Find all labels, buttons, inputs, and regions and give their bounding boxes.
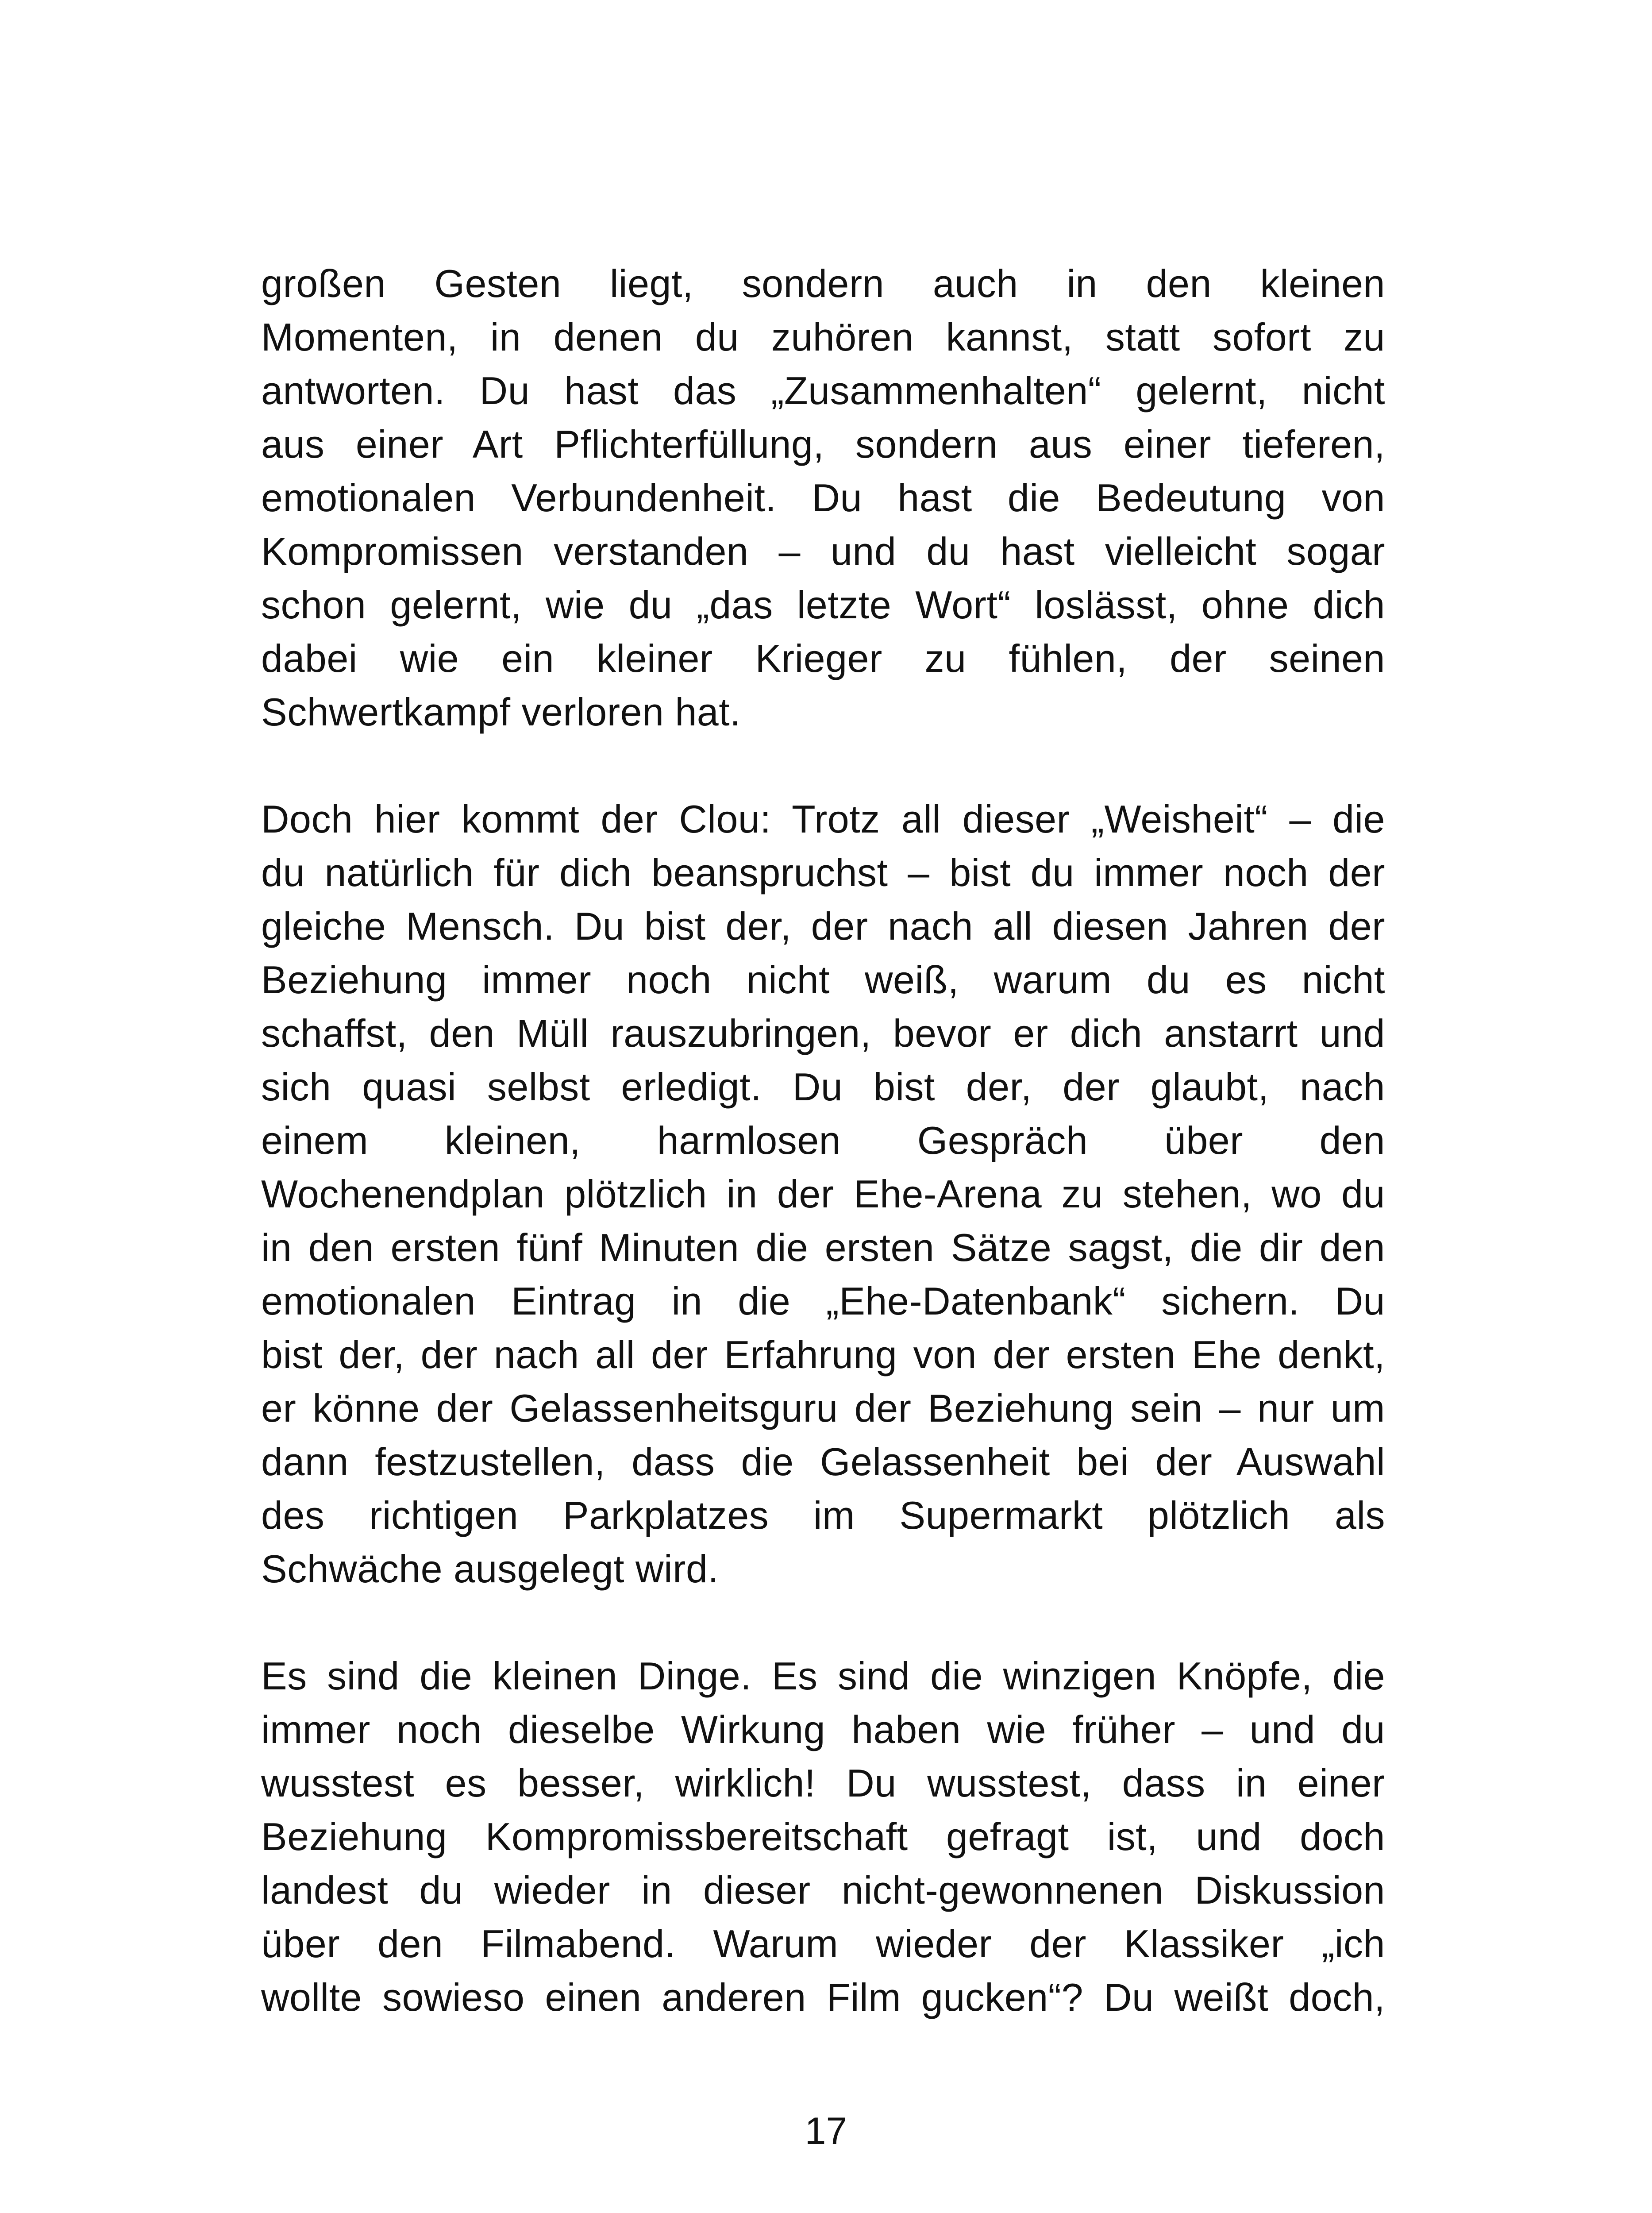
text-line: er könne der Gelassenheitsguru der Beziehung sein – nur um <box>261 1386 1385 1430</box>
paragraph-3 <box>261 1649 1385 2024</box>
text-line: Es sind die kleinen Dinge. Es sind die winzigen Knöpfe, die <box>261 1654 1385 1698</box>
text-line: bist der, der nach all der Erfahrung von der ersten Ehe denkt, <box>261 1333 1385 1376</box>
text-line: sich quasi selbst erledigt. Du bist der, der glaubt, nach <box>261 1065 1385 1109</box>
text-line: gleiche Mensch. Du bist der, der nach all diesen Jahren der <box>261 904 1385 948</box>
text-line: emotionalen Eintrag in die „Ehe-Datenbank“ sichern. Du <box>261 1279 1385 1323</box>
page-number: 17 <box>805 2110 847 2152</box>
text-line: Momenten, in denen du zuhören kannst, statt sofort zu <box>261 315 1385 359</box>
text-line: einem kleinen, harmlosen Gespräch über den <box>261 1118 1385 1162</box>
text-line: Beziehung immer noch nicht weiß, warum du es nicht <box>261 958 1385 1002</box>
text-line: aus einer Art Pflichterfüllung, sondern aus einer tieferen, <box>261 422 1385 466</box>
text-line: über den Filmabend. Warum wieder der Klassiker „ich <box>261 1922 1385 1966</box>
text-line: dann festzustellen, dass die Gelassenheit bei der Auswahl <box>261 1440 1385 1484</box>
text-line: schaffst, den Müll rauszubringen, bevor er dich anstarrt und <box>261 1011 1385 1055</box>
text-line: landest du wieder in dieser nicht-gewonnenen Diskussion <box>261 1868 1385 1912</box>
text-line: wollte sowieso einen anderen Film gucken“? Du weißt doch, <box>261 1975 1385 2019</box>
text-line: Schwertkampf verloren hat. <box>261 690 741 734</box>
text-line: Wochenendplan plötzlich in der Ehe-Arena zu stehen, wo du <box>261 1172 1385 1216</box>
paragraph-1 <box>261 257 1385 739</box>
text-line: du natürlich für dich beanspruchst – bist du immer noch der <box>261 851 1385 894</box>
text-line: in den ersten fünf Minuten die ersten Sätze sagst, die dir den <box>261 1226 1385 1269</box>
text-line: wusstest es besser, wirklich! Du wusstest, dass in einer <box>261 1761 1385 1805</box>
text-line: immer noch dieselbe Wirkung haben wie früher – und du <box>261 1708 1385 1751</box>
text-line: Kompromissen verstanden – und du hast vielleicht sogar <box>261 529 1385 573</box>
text-line: großen Gesten liegt, sondern auch in den kleinen <box>261 262 1385 305</box>
text-line: Doch hier kommt der Clou: Trotz all dieser „Weisheit“ – die <box>261 797 1385 841</box>
text-line: des richtigen Parkplatzes im Supermarkt plötzlich als <box>261 1493 1385 1537</box>
text-line: Schwäche ausgelegt wird. <box>261 1547 719 1591</box>
body-text <box>261 257 1385 2078</box>
text-line: emotionalen Verbundenheit. Du hast die Bedeutung von <box>261 476 1385 520</box>
text-line: schon gelernt, wie du „das letzte Wort“ loslässt, ohne dich <box>261 583 1385 627</box>
text-line: Beziehung Kompromissbereitschaft gefragt ist, und doch <box>261 1815 1385 1858</box>
text-line: dabei wie ein kleiner Krieger zu fühlen, der seinen <box>261 636 1385 680</box>
text-line: antworten. Du hast das „Zusammenhalten“ gelernt, nicht <box>261 369 1385 413</box>
paragraph-2 <box>261 792 1385 1596</box>
